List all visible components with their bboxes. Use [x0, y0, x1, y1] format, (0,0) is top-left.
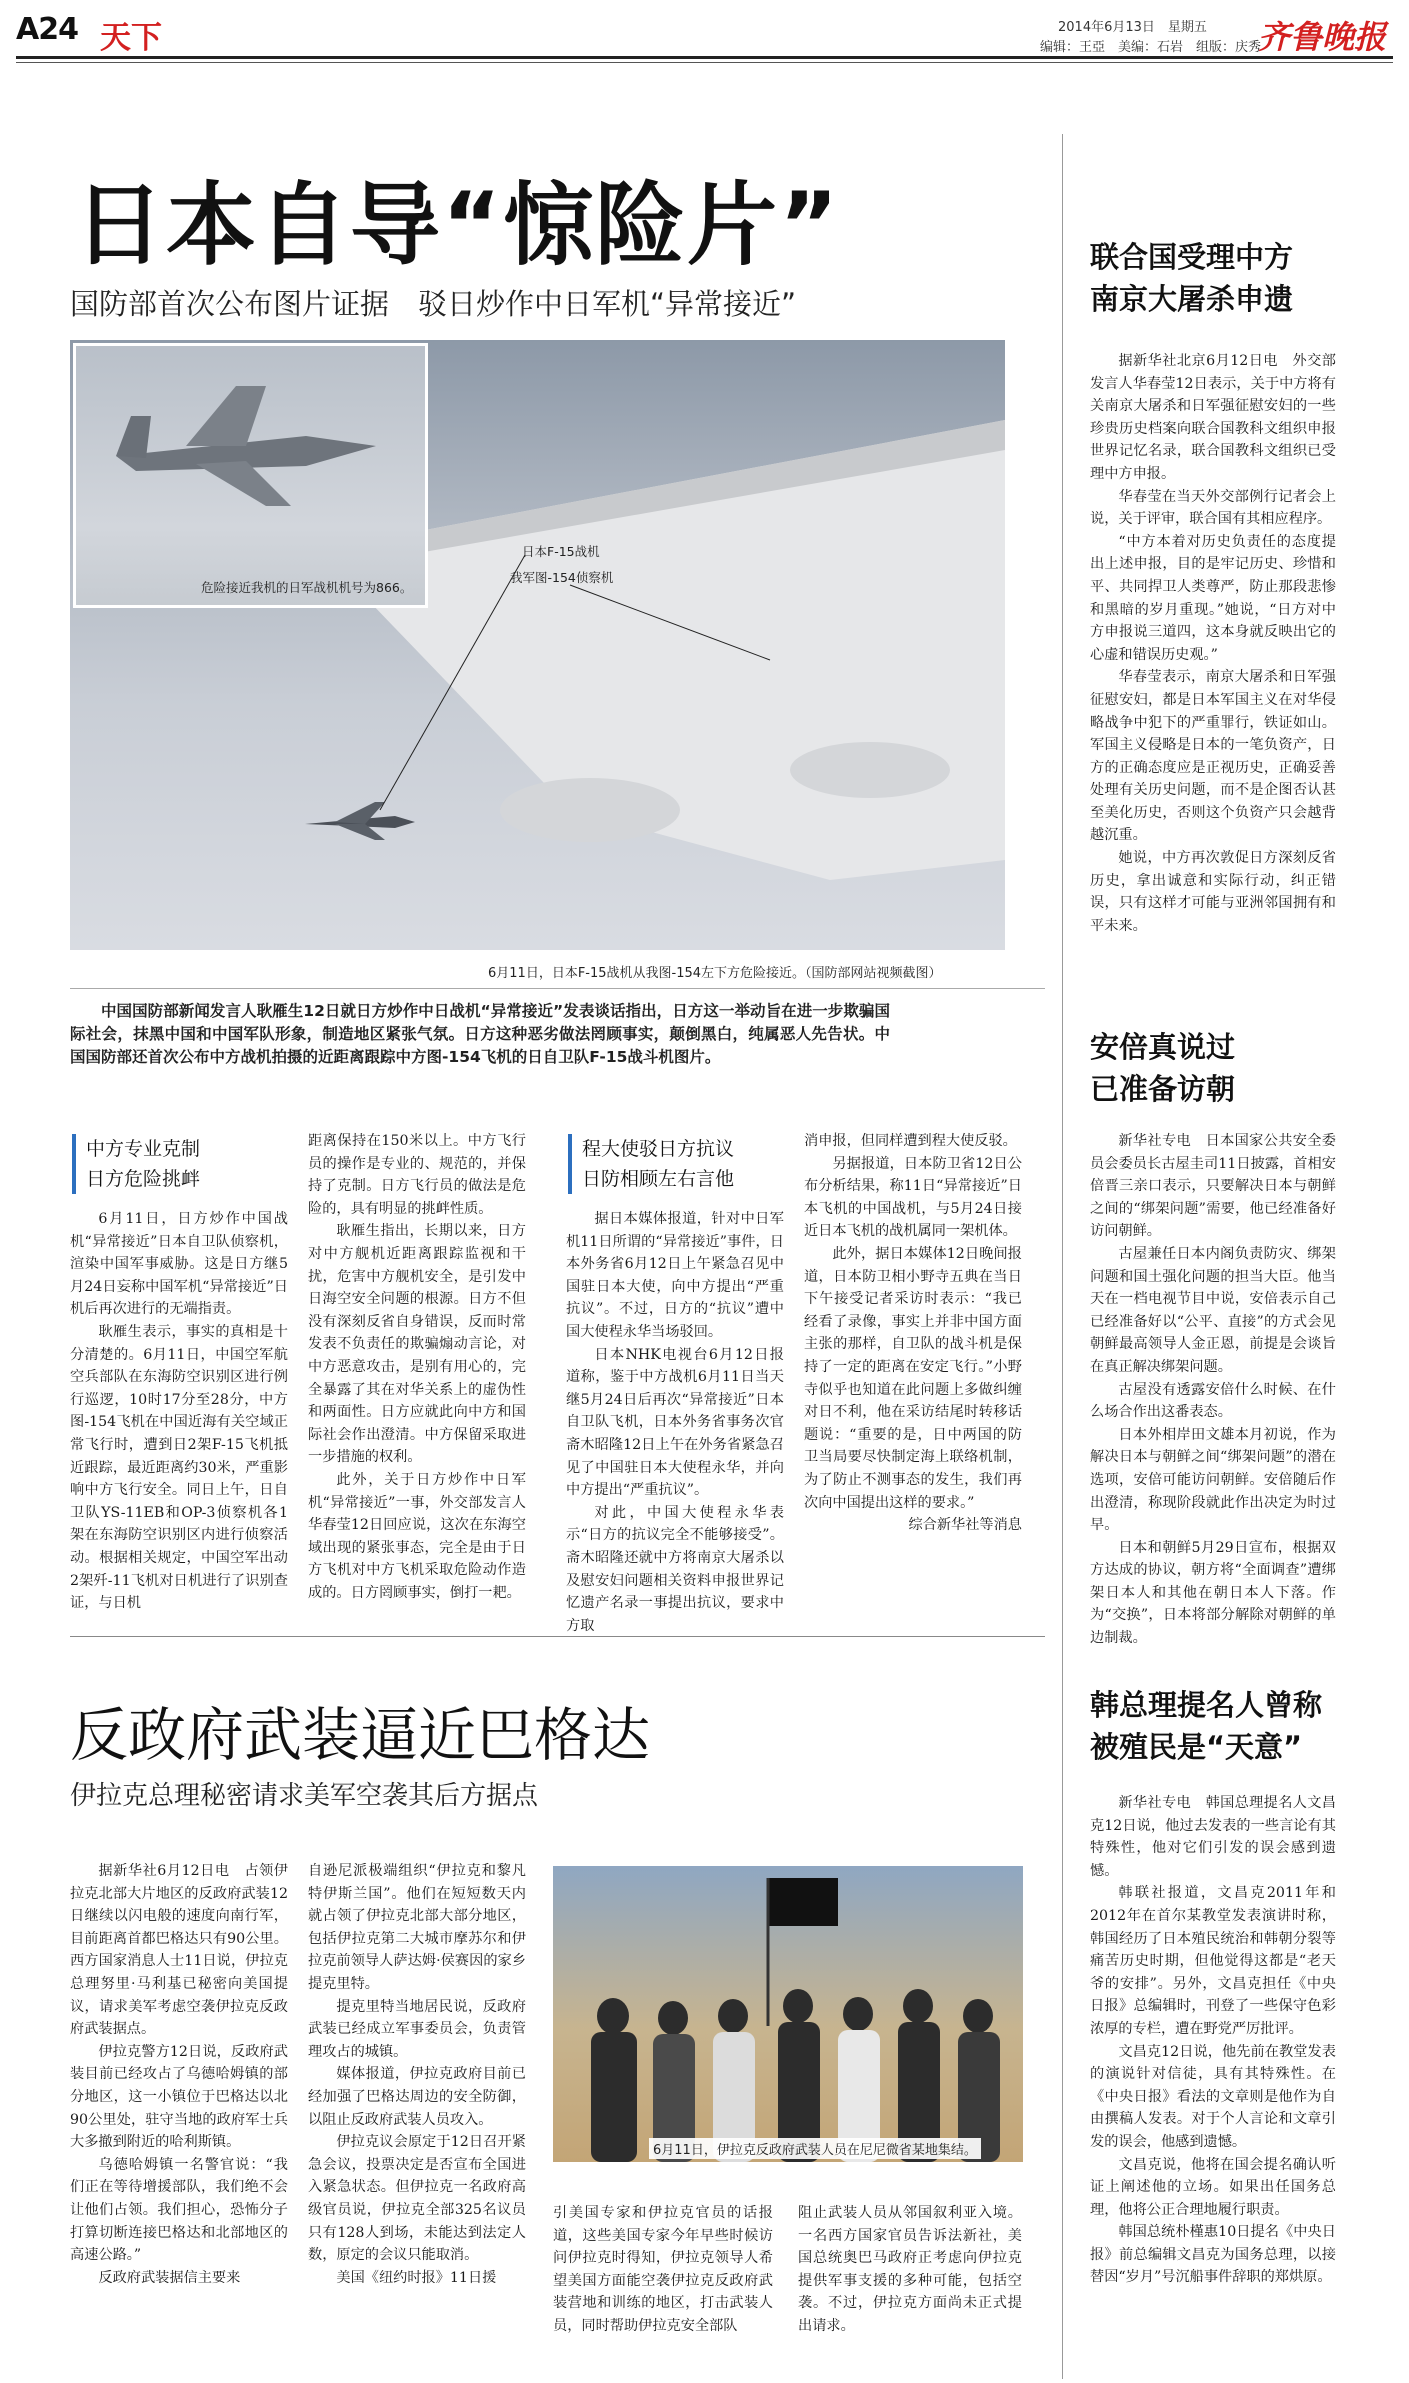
story1-col2	[308, 1130, 526, 1604]
engine-pod-2	[790, 742, 950, 798]
paragraph: 自逊尼派极端组织“伊拉克和黎凡特伊斯兰国”。他们在短短数天内就占领了伊拉克北部大部分地区，包括伊拉克第二大城市摩苏尔和伊拉克前领导人萨达姆·侯赛因的家乡提克里特。	[308, 1863, 526, 1992]
militants-scene	[553, 1866, 1023, 2162]
paragraph: 对此，中国大使程永华表示“日方的抗议完全不能够接受”。斋木昭隆还就中方将南京大屠杀以及慰安妇问题相关资料申报世界记忆遗产名录一事提出抗议，要求中方取	[566, 1504, 784, 1634]
paragraph: 媒体报道，伊拉克政府目前已经加强了巴格达周边的安全防御，以阻止反政府武装人员攻入。	[308, 2066, 526, 2128]
paragraph: 此外，据日本媒体12日晚间报道，日本防卫相小野寺五典在当日下午接受记者采访时表示：“我已经看了录像，事实上并非中国方面主张的那样，自卫队的战斗机是保持了一定的距离在安定飞行。”小野寺似乎也知道在此问题上多做纠缠对日不利，他在采访结尾时转移话题说：“重要的是，日中两国的防卫当局要尽快制定海上联络机制，为了防止不测事态的发生，我们再次向中国提出这样的要求。”	[804, 1245, 1022, 1511]
page-number: A24	[16, 12, 78, 47]
issue-date: 2014年6月13日 星期五	[1058, 20, 1207, 35]
paragraph: 6月11日，日方炒作中国战机“异常接近”日本自卫队侦察机，渲染中国军事威胁。这是日方继5月24日妄称中国军机“异常接近”日机后再次进行的无端指责。	[70, 1211, 288, 1318]
paragraph: 日本外相岸田文雄本月初说，作为解决日本与朝鲜之间“绑架问题”的潜在选项，安倍可能访问朝鲜。安倍随后作出澄清，称现阶段就此作出决定为时过早。	[1090, 1426, 1336, 1534]
story1-col3	[566, 1208, 784, 1637]
paragraph: 伊拉克议会原定于12日召开紧急会议，投票决定是否宣布全国进入紧急状态。但伊拉克一名政府高级官员说，伊拉克全部325名议员只有128人到场，未能达到法定人数，原定的会议只能取消。	[308, 2134, 526, 2264]
masthead-rule-thin	[16, 62, 1393, 63]
story1-headline: 日本自导“惊险片”	[74, 173, 841, 278]
story2-rule	[70, 1636, 1045, 1637]
label-china-tu154: 我军图-154侦察机	[510, 570, 614, 585]
paragraph: 文昌克说，他将在国会提名确认听证上阐述他的立场。如果出任国务总理，他将公正合理地履行职责。	[1090, 2156, 1336, 2218]
paragraph: 伊拉克警方12日说，反政府武装目前已经攻占了乌德哈姆镇的部分地区，这一小镇位于巴格达以北90公里处，驻守当地的政府军士兵大多撤到附近的哈利斯镇。	[70, 2043, 288, 2151]
subhead-2-line2: 日防相顾左右言他	[582, 1168, 735, 1190]
figures	[591, 1989, 1000, 2162]
story1-subhead-2	[568, 1134, 734, 1194]
side3-title	[1090, 1684, 1322, 1768]
side3-body	[1090, 1792, 1336, 2289]
story2-headline: 反政府武装逼近巴格达	[70, 1701, 651, 1769]
story1-col4	[804, 1130, 1022, 1537]
paragraph: “中方本着对历史负责任的态度提出上述申报，目的是牢记历史、珍惜和平、共同捍卫人类尊严，防止那段悲惨和黑暗的岁月重现。”她说，“日方对中方申报说三道四，这本身就反映出它的心虚和错误历史观。”	[1090, 533, 1336, 663]
subhead-1-line1: 中方专业克制	[86, 1138, 201, 1160]
subhead-1-line2: 日方危险挑衅	[86, 1168, 201, 1190]
inset-f15-icon	[76, 346, 426, 546]
paragraph: 韩联社报道，文昌克2011年和2012年在首尔某教堂发表演讲时称，韩国经历了日本殖民统治和韩朝分裂等痛苦历史时期，但他觉得这都是“老天爷的安排”。另外，文昌克担任《中央日报》总编辑时，刊登了一些保守色彩浓厚的专栏，遭在野党严厉批评。	[1090, 1885, 1336, 2037]
paragraph: 乌德哈姆镇一名警官说：“我们正在等待增援部队，我们绝不会让他们占领。我们担心，恐怖分子打算切断连接巴格达和北部地区的高速公路。”	[70, 2156, 288, 2264]
paragraph: 消申报，但同样遭到程大使反驳。	[804, 1133, 1017, 1149]
black-flag	[768, 1878, 838, 1926]
story2-col2	[308, 1860, 526, 2289]
side3-title-line1: 韩总理提名人曾称	[1090, 1688, 1323, 1722]
engine-pod	[500, 778, 680, 842]
byline: 综合新华社等消息	[908, 1517, 1022, 1534]
inset-photo	[73, 343, 428, 608]
story1-main-photo	[70, 340, 1005, 950]
paragraph: 文昌克12日说，他先前在教堂发表的演说针对信徒，具有其特殊性。在《中央日报》看法的文章则是他作为自由撰稿人发表。对于个人言论和文章引发的误会，他感到遗憾。	[1090, 2043, 1336, 2150]
paragraph: 美国《纽约时报》11日援	[336, 2269, 497, 2286]
story2-col4	[798, 2202, 1022, 2338]
side2-title-line2: 已准备访朝	[1090, 1072, 1236, 1106]
paragraph: 华春莹在当天外交部例行记者会上说，关于评审，联合国有其相应程序。	[1090, 488, 1336, 528]
story2-photo	[553, 1866, 1023, 2162]
story1-rule	[70, 988, 1045, 989]
side2-body	[1090, 1130, 1336, 1650]
paragraph: 耿雁生表示，事实的真相是十分清楚的。6月11日，中国空军航空兵部队在东海防空识别区进行例行巡逻，10时17分至28分，中方图-154飞机在中国近海有关空域正常飞行时，遭到日2架F-15飞机抵近跟踪，最近距离约30米，严重影响中方飞行安全。同日上午，日自卫队YS-11EB和OP-3侦察机各1架在东海防空识别区内进行侦察活动。根据相关规定，中国空军出动2架歼-11飞机对日机进行了识别查证，与日机	[70, 1323, 288, 1612]
side2-title	[1090, 1026, 1235, 1110]
story2-photo-caption: 6月11日，伊拉克反政府武装人员在尼尼微省某地集结。	[649, 2138, 981, 2159]
paragraph: 提克里特当地居民说，反政府武装已经成立军事委员会，负责管理攻占的城镇。	[308, 1998, 526, 2060]
paragraph: 新华社专电 韩国总理提名人文昌克12日说，他过去发表的一些言论有其特殊性，他对它们引发的误会感到遗憾。	[1090, 1795, 1336, 1879]
paragraph: 据日本媒体报道，针对中日军机11日所谓的“异常接近”事件，日本外务省6月12日上午紧急召见中国驻日本大使，向中方提出“严重抗议”。不过，日方的“抗议”遭中国大使程永华当场驳回。	[566, 1211, 784, 1340]
label-japan-f15: 日本F-15战机	[522, 544, 600, 559]
story2-col1	[70, 1860, 288, 2289]
paragraph: 韩国总统朴槿惠10日提名《中央日报》前总编辑文昌克为国务总理，以接替因“岁月”号沉船事件辞职的郑烘原。	[1090, 2224, 1336, 2286]
side1-title-line2: 南京大屠杀申遗	[1090, 282, 1294, 316]
paragraph: 新华社专电 日本国家公共安全委员会委员长古屋圭司11日披露，首相安倍晋三亲口表示，只要解决日本与朝鲜之间的“绑架问题”需要，他已经准备好访问朝鲜。	[1090, 1133, 1336, 1240]
paragraph: 另据报道，日本防卫省12日公布分析结果，称11日“异常接近”日本飞机的中国战机，与5月24日接近日本飞机的战机属同一架机体。	[804, 1155, 1022, 1240]
paragraph: 据新华社北京6月12日电 外交部发言人华春莹12日表示，关于中方将有关南京大屠杀和日军强征慰安妇的一些珍贵历史档案向联合国教科文组织申报世界记忆名录，联合国教科文组织已受理中方申报。	[1090, 353, 1336, 482]
paragraph: 引美国专家和伊拉克官员的话报道，这些美国专家今年早些时候访问伊拉克时得知，伊拉克领导人希望美国方面能空袭伊拉克反政府武装营地和训练的地区，打击武装人员，同时帮助伊拉克安全部队	[553, 2205, 773, 2334]
paragraph: 据新华社6月12日电 占领伊拉克北部大片地区的反政府武装12日继续以闪电般的速度向南行军，目前距离首都巴格达只有90公里。西方国家消息人士11日说，伊拉克总理努里·马利基已秘密向美国提议，请求美军考虑空袭伊拉克反政府武装据点。	[70, 1863, 288, 2038]
story2-col3	[553, 2202, 773, 2338]
paragraph: 华春莹表示，南京大屠杀和日军强征慰安妇，都是日本军国主义在对华侵略战争中犯下的严重罪行，铁证如山。军国主义侵略是日本的一笔负资产，日方的正确态度应是正视历史，正确妥善处理有关历史问题，而不是企图否认甚至美化历史，否则这个负资产只会越背越沉重。	[1090, 669, 1336, 844]
section-name: 天下	[100, 20, 162, 56]
column-divider	[1062, 134, 1063, 2379]
paragraph: 她说，中方再次敦促日方深刻反省历史，拿出诚意和实际行动，纠正错误，只有这样才可能与亚洲邻国拥有和平未来。	[1090, 850, 1336, 934]
story1-subhead-1	[72, 1134, 200, 1194]
masthead-rule	[16, 56, 1393, 59]
editor-credits: 编辑：王亞 美编：石岩 组版：庆秀	[1040, 40, 1262, 55]
story1-col1	[70, 1208, 288, 1615]
story1-subheadline: 国防部首次公布图片证据 驳日炒作中日军机“异常接近”	[70, 287, 797, 321]
subhead-2-line1: 程大使驳日方抗议	[582, 1138, 735, 1160]
side1-title-line1: 联合国受理中方	[1090, 240, 1294, 274]
paragraph: 日本NHK电视台6月12日报道称，鉴于中方战机6月11日当天继5月24日后再次“异常接近”日本自卫队飞机，日本外务省事务次官斋木昭隆12日上午在外务省紧急召见了中国驻日本大使程永华，并向中方提出“严重抗议”。	[566, 1346, 784, 1499]
story1-lead: 中国国防部新闻发言人耿雁生12日就日方炒作中日战机“异常接近”发表谈话指出，日方这一举动旨在进一步欺骗国际社会，抹黑中国和中国军队形象，制造地区紧张气氛。日方这种恶劣做法罔顾事实，颠倒黑白，纯属恶人先告状。中国国防部还首次公布中方战机拍摄的近距离跟踪中方图-154飞机的日自卫队F-15战斗机图片。	[70, 1002, 890, 1066]
paragraph: 阻止武装人员从邻国叙利亚入境。一名西方国家官员告诉法新社，美国总统奥巴马政府正考虑向伊拉克提供军事支援的多种可能，包括空袭。不过，伊拉克方面尚未正式提出请求。	[798, 2205, 1022, 2334]
story2-subheadline: 伊拉克总理秘密请求美军空袭其后方据点	[70, 1781, 539, 1811]
paragraph: 此外，关于日方炒作中日军机“异常接近”一事，外交部发言人华春莹12日回应说，这次在东海空域出现的紧张事态，完全是由于日方飞机对中方飞机采取危险动作造成的。日方罔顾事实，倒打一耙。	[308, 1471, 526, 1601]
paragraph: 距离保持在150米以上。中方飞行员的操作是专业的、规范的，并保持了克制。日方飞行员的做法是危险的，具有明显的挑衅性质。	[308, 1133, 526, 1217]
newspaper-logo: 齐鲁晚报	[1258, 18, 1387, 56]
f15-fighter-icon	[305, 802, 415, 840]
paragraph: 古屋兼任日本内阁负责防灾、绑架问题和国土强化问题的担当大臣。他当天在一档电视节目中说，安倍表示自己已经准备好以“公平、直接”的方式会见朝鲜最高领导人金正恩，前提是会谈旨在真正解决绑架问题。	[1090, 1245, 1336, 1375]
paragraph: 反政府武装据信主要来	[98, 2269, 241, 2286]
inset-caption: 危险接近我机的日军战机机号为866。	[201, 580, 413, 595]
side1-title	[1090, 236, 1293, 320]
story1-photo-caption: 6月11日，日本F-15战机从我图-154左下方危险接近。（国防部网站视频截图）	[488, 966, 942, 981]
side1-body	[1090, 350, 1336, 937]
paragraph: 古屋没有透露安倍什么时候、在什么场合作出这番表态。	[1090, 1381, 1336, 1421]
side2-title-line1: 安倍真说过	[1090, 1030, 1236, 1064]
paragraph: 日本和朝鲜5月29日宣布，根据双方达成的协议，朝方将“全面调查”遭绑架日本人和其他在朝日本人下落。作为“交换”，日本将部分解除对朝鲜的单边制裁。	[1090, 1539, 1336, 1647]
side3-title-line2: 被殖民是“天意”	[1090, 1730, 1303, 1764]
paragraph: 耿雁生指出，长期以来，日方对中方舰机近距离跟踪监视和干扰，危害中方舰机安全，是引发中日海空安全问题的根源。日方不但没有深刻反省自身错误，反而时常发表不负责任的欺骗煽动言论，对中方恶意攻击，是别有用心的，完全暴露了其在对华关系上的虚伪性和两面性。日方应就此向中方和国际社会作出澄清。中方保留采取进一步措施的权利。	[308, 1223, 526, 1466]
